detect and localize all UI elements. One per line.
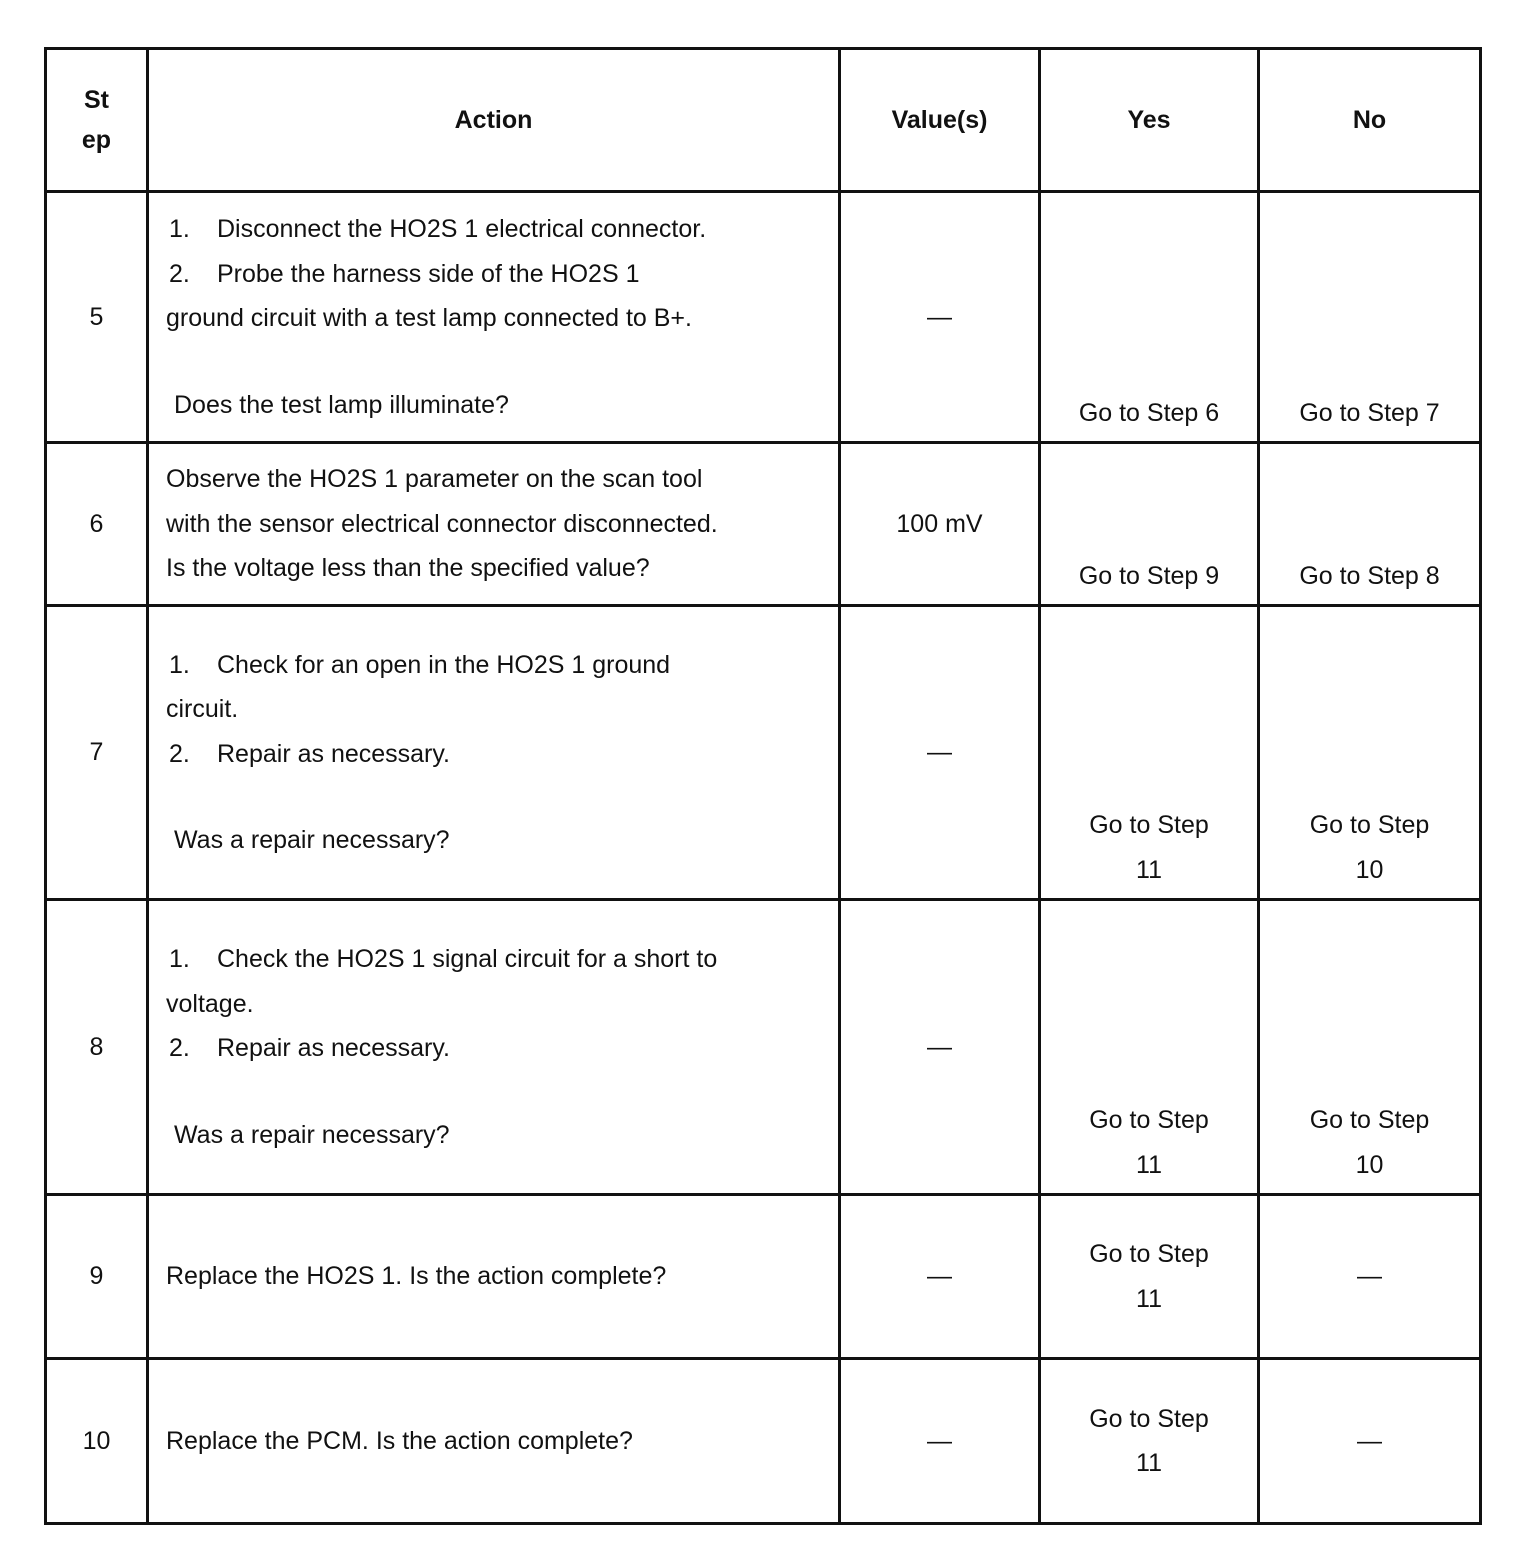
action-cell: 1. Check the HO2S 1 signal circuit for a short to voltage. 2. Repair as necessary. Was a repair necessary? bbox=[148, 900, 840, 1195]
no-cell: — bbox=[1259, 1359, 1481, 1524]
yes-cell: Go to Step 11 bbox=[1040, 606, 1259, 900]
table-row bbox=[46, 192, 1481, 443]
value-cell: — bbox=[840, 1195, 1040, 1359]
value-cell: 100 mV bbox=[840, 443, 1040, 606]
item-text: ground circuit with a test lamp connected to B+. bbox=[166, 304, 692, 332]
item-text: Probe the harness side of the HO2S 1 bbox=[217, 259, 640, 288]
step-number: 8 bbox=[46, 900, 148, 1195]
table-row bbox=[46, 900, 1481, 1195]
action-cell: Observe the HO2S 1 parameter on the scan tool with the sensor electrical connector disconnected. Is the voltage less than the specified value? bbox=[148, 443, 840, 606]
yes-cell: Go to Step 11 bbox=[1040, 1359, 1259, 1524]
action-cell: 1. Check for an open in the HO2S 1 ground circuit. 2. Repair as necessary. Was a repair necessary? bbox=[148, 606, 840, 900]
action-cell: Replace the HO2S 1. Is the action complete? bbox=[148, 1195, 840, 1359]
question-text: Was a repair necessary? bbox=[174, 1120, 450, 1149]
yes-cell: Go to Step 11 bbox=[1040, 900, 1259, 1195]
header-no: No bbox=[1259, 49, 1481, 192]
no-cell: Go to Step 8 bbox=[1259, 443, 1481, 606]
step-number: 10 bbox=[46, 1359, 148, 1524]
item-text: Disconnect the HO2S 1 electrical connector. bbox=[217, 215, 707, 243]
table-row bbox=[46, 1195, 1481, 1359]
yes-cell: Go to Step 11 bbox=[1040, 1195, 1259, 1359]
no-cell: — bbox=[1259, 1195, 1481, 1359]
value-cell: — bbox=[840, 606, 1040, 900]
table-row bbox=[46, 606, 1481, 900]
no-cell: Go to Step 10 bbox=[1259, 606, 1481, 900]
action-cell bbox=[148, 192, 840, 443]
yes-cell: Go to Step 6 bbox=[1040, 192, 1259, 443]
action-cell: Replace the PCM. Is the action complete? bbox=[148, 1359, 840, 1524]
header-action: Action bbox=[148, 49, 840, 192]
item-number: 1. bbox=[169, 215, 190, 243]
step-number: 7 bbox=[46, 606, 148, 900]
step-number: 6 bbox=[46, 443, 148, 606]
step-number: 9 bbox=[46, 1195, 148, 1359]
table-row bbox=[46, 443, 1481, 606]
header-value: Value(s) bbox=[840, 49, 1040, 192]
value-cell: — bbox=[840, 900, 1040, 1195]
diagnostic-table bbox=[44, 47, 1482, 1525]
question-text: Does the test lamp illuminate? bbox=[174, 390, 509, 419]
table-row bbox=[46, 1359, 1481, 1524]
value-cell: — bbox=[840, 1359, 1040, 1524]
step-number: 5 bbox=[46, 192, 148, 443]
yes-cell: Go to Step 9 bbox=[1040, 443, 1259, 606]
header-yes: Yes bbox=[1040, 49, 1259, 192]
item-number: 2. bbox=[169, 259, 190, 288]
question-text: Was a repair necessary? bbox=[174, 826, 450, 854]
header-row bbox=[46, 49, 1481, 192]
value-cell: — bbox=[840, 192, 1040, 443]
header-step: St ep bbox=[46, 49, 148, 192]
no-cell: Go to Step 7 bbox=[1259, 192, 1481, 443]
no-cell: Go to Step 10 bbox=[1259, 900, 1481, 1195]
